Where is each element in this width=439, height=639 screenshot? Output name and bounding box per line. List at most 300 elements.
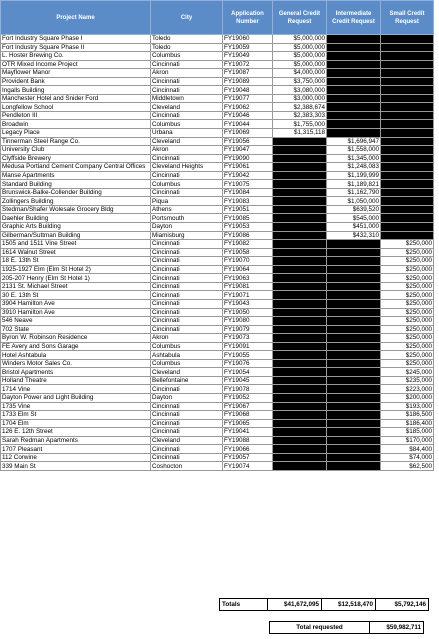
application-number-cell: FY19072 xyxy=(223,60,273,69)
general-credit-cell: $5,000,000 xyxy=(273,35,327,44)
intermediate-credit-cell xyxy=(327,240,381,249)
intermediate-credit-cell xyxy=(327,351,381,360)
small-credit-cell xyxy=(381,223,434,232)
city-cell: Cincinnati xyxy=(151,60,223,69)
intermediate-credit-cell: $1,696,947 xyxy=(327,137,381,146)
small-credit-cell xyxy=(381,103,434,112)
project-name-cell: Gilberman/Suttman Building xyxy=(1,231,151,240)
city-cell: Toledo xyxy=(151,43,223,52)
city-cell: Cincinnati xyxy=(151,291,223,300)
table-row xyxy=(1,171,434,180)
small-credit-cell: $250,000 xyxy=(381,274,434,283)
application-number-cell: FY19041 xyxy=(223,428,273,437)
city-cell: Toledo xyxy=(151,35,223,44)
table-row xyxy=(1,52,434,61)
general-credit-cell: $2,388,674 xyxy=(273,103,327,112)
intermediate-credit-cell xyxy=(327,35,381,44)
small-credit-cell: $170,000 xyxy=(381,436,434,445)
small-credit-cell: $235,000 xyxy=(381,376,434,385)
application-number-cell: FY19085 xyxy=(223,214,273,223)
application-number-cell: FY19089 xyxy=(223,77,273,86)
city-cell: Cleveland xyxy=(151,103,223,112)
intermediate-credit-cell xyxy=(327,282,381,291)
header-intermediate-credit: Intermediate Credit Request xyxy=(327,1,381,35)
small-credit-cell xyxy=(381,129,434,138)
project-name-cell: Fort Industry Square Phase II xyxy=(1,43,151,52)
table-row xyxy=(1,257,434,266)
general-credit-cell xyxy=(273,137,327,146)
intermediate-credit-cell xyxy=(327,385,381,394)
city-cell: Athens xyxy=(151,205,223,214)
city-cell: Columbus xyxy=(151,180,223,189)
application-number-cell: FY19081 xyxy=(223,282,273,291)
application-number-cell: FY19077 xyxy=(223,94,273,103)
general-credit-cell xyxy=(273,291,327,300)
project-name-cell: 2131 St. Michael Street xyxy=(1,282,151,291)
table-row xyxy=(1,146,434,155)
general-credit-cell: $3,080,000 xyxy=(273,86,327,95)
intermediate-credit-cell: $1,558,000 xyxy=(327,146,381,155)
intermediate-credit-cell xyxy=(327,334,381,343)
small-credit-cell xyxy=(381,197,434,206)
small-credit-cell xyxy=(381,171,434,180)
city-cell: Akron xyxy=(151,146,223,155)
small-credit-cell: $250,000 xyxy=(381,351,434,360)
city-cell: Portsmouth xyxy=(151,214,223,223)
table-row xyxy=(1,43,434,52)
general-credit-cell xyxy=(273,171,327,180)
table-row xyxy=(1,462,434,471)
intermediate-credit-cell xyxy=(327,103,381,112)
project-name-cell: 1925-1927 Elm (Elm St Hotel 2) xyxy=(1,265,151,274)
application-number-cell: FY19054 xyxy=(223,368,273,377)
general-credit-cell xyxy=(273,376,327,385)
intermediate-credit-cell xyxy=(327,52,381,61)
table-row xyxy=(1,94,434,103)
project-name-cell: 1704 Elm xyxy=(1,419,151,428)
general-credit-cell xyxy=(273,257,327,266)
intermediate-credit-cell xyxy=(327,77,381,86)
application-number-cell: FY19090 xyxy=(223,154,273,163)
small-credit-cell: $250,000 xyxy=(381,299,434,308)
project-name-cell: 1733 Elm St xyxy=(1,411,151,420)
city-cell: Cincinnati xyxy=(151,428,223,437)
intermediate-credit-cell: $639,520 xyxy=(327,205,381,214)
general-credit-cell xyxy=(273,154,327,163)
application-number-cell: FY19053 xyxy=(223,223,273,232)
table-row xyxy=(1,265,434,274)
city-cell: Dayton xyxy=(151,223,223,232)
project-name-cell: Pendleton III xyxy=(1,111,151,120)
project-name-cell: Manchester Hotel and Snider Ford xyxy=(1,94,151,103)
small-credit-cell: $62,500 xyxy=(381,462,434,471)
general-credit-cell xyxy=(273,428,327,437)
small-credit-cell: $250,000 xyxy=(381,282,434,291)
small-credit-cell: $193,000 xyxy=(381,402,434,411)
general-credit-cell xyxy=(273,436,327,445)
project-name-cell: Clyffside Brewery xyxy=(1,154,151,163)
small-credit-cell: $186,500 xyxy=(381,411,434,420)
city-cell: Piqua xyxy=(151,197,223,206)
general-credit-cell xyxy=(273,411,327,420)
project-name-cell: Stedman/Shafer Wolesale Grocery Bldg xyxy=(1,205,151,214)
application-number-cell: FY19050 xyxy=(223,308,273,317)
small-credit-cell xyxy=(381,69,434,78)
project-name-cell: OTR Mixed Income Project xyxy=(1,60,151,69)
totals-label: Totals xyxy=(220,599,268,611)
table-row xyxy=(1,248,434,257)
intermediate-credit-cell: $1,189,821 xyxy=(327,180,381,189)
city-cell: Urbana xyxy=(151,129,223,138)
small-credit-cell xyxy=(381,214,434,223)
general-credit-cell xyxy=(273,240,327,249)
general-credit-cell: $5,000,000 xyxy=(273,52,327,61)
general-credit-cell xyxy=(273,223,327,232)
intermediate-credit-cell xyxy=(327,453,381,462)
intermediate-credit-cell xyxy=(327,265,381,274)
general-credit-cell: $2,383,303 xyxy=(273,111,327,120)
small-credit-cell xyxy=(381,120,434,129)
small-credit-cell: $185,000 xyxy=(381,428,434,437)
table-row xyxy=(1,69,434,78)
project-name-cell: 126 E. 12th Street xyxy=(1,428,151,437)
small-credit-cell xyxy=(381,205,434,214)
table-row xyxy=(1,436,434,445)
header-project-name: Project Name xyxy=(1,1,151,35)
small-credit-cell: $250,000 xyxy=(381,308,434,317)
small-credit-cell xyxy=(381,188,434,197)
small-credit-cell xyxy=(381,35,434,44)
intermediate-credit-cell xyxy=(327,60,381,69)
application-number-cell: FY19062 xyxy=(223,103,273,112)
application-number-cell: FY19052 xyxy=(223,393,273,402)
general-credit-cell: $4,000,000 xyxy=(273,69,327,78)
intermediate-credit-cell: $1,248,083 xyxy=(327,163,381,172)
general-credit-cell xyxy=(273,265,327,274)
project-name-cell: Tinnerman Steel Range Co. xyxy=(1,137,151,146)
general-credit-cell xyxy=(273,197,327,206)
application-number-cell: FY19065 xyxy=(223,419,273,428)
city-cell: Cincinnati xyxy=(151,299,223,308)
city-cell: Cincinnati xyxy=(151,385,223,394)
intermediate-credit-cell: $1,345,000 xyxy=(327,154,381,163)
table-row xyxy=(1,282,434,291)
intermediate-credit-cell: $1,162,790 xyxy=(327,188,381,197)
project-name-cell: Legacy Place xyxy=(1,129,151,138)
project-name-cell: Byron W. Robinson Residence xyxy=(1,334,151,343)
city-cell: Bellefontaine xyxy=(151,376,223,385)
general-credit-cell xyxy=(273,299,327,308)
intermediate-credit-cell: $1,050,000 xyxy=(327,197,381,206)
intermediate-credit-cell: $1,199,999 xyxy=(327,171,381,180)
application-number-cell: FY19048 xyxy=(223,86,273,95)
general-credit-cell xyxy=(273,419,327,428)
small-credit-cell: $186,400 xyxy=(381,419,434,428)
small-credit-cell xyxy=(381,180,434,189)
table-row xyxy=(1,60,434,69)
intermediate-credit-cell xyxy=(327,257,381,266)
city-cell: Cincinnati xyxy=(151,402,223,411)
intermediate-credit-cell xyxy=(327,428,381,437)
small-credit-cell: $74,000 xyxy=(381,453,434,462)
city-cell: Dayton xyxy=(151,393,223,402)
small-credit-cell: $250,000 xyxy=(381,257,434,266)
city-cell: Cleveland xyxy=(151,436,223,445)
header-small-credit: Small Credit Request xyxy=(381,1,434,35)
table-row xyxy=(1,385,434,394)
table-row xyxy=(1,317,434,326)
application-number-cell: FY19086 xyxy=(223,231,273,240)
intermediate-credit-cell xyxy=(327,368,381,377)
city-cell: Miamisburg xyxy=(151,231,223,240)
application-number-cell: FY19049 xyxy=(223,52,273,61)
intermediate-credit-cell xyxy=(327,342,381,351)
table-row xyxy=(1,205,434,214)
small-credit-cell xyxy=(381,146,434,155)
application-number-cell: FY19070 xyxy=(223,257,273,266)
application-number-cell: FY19043 xyxy=(223,299,273,308)
application-number-cell: FY19082 xyxy=(223,240,273,249)
small-credit-cell: $250,000 xyxy=(381,291,434,300)
table-row xyxy=(1,402,434,411)
table-row xyxy=(1,129,434,138)
project-name-cell: Brunswick-Balke-Collender Building xyxy=(1,188,151,197)
general-credit-cell xyxy=(273,163,327,172)
application-number-cell: FY19056 xyxy=(223,137,273,146)
general-credit-cell xyxy=(273,188,327,197)
city-cell: Cincinnati xyxy=(151,325,223,334)
table-row xyxy=(1,188,434,197)
table-row xyxy=(1,325,434,334)
application-number-cell: FY19076 xyxy=(223,359,273,368)
table-row xyxy=(1,445,434,454)
intermediate-credit-cell xyxy=(327,436,381,445)
intermediate-credit-cell xyxy=(327,274,381,283)
small-credit-cell xyxy=(381,86,434,95)
intermediate-credit-cell xyxy=(327,419,381,428)
intermediate-credit-cell xyxy=(327,308,381,317)
totals-intermediate: $12,518,470 xyxy=(322,599,376,611)
intermediate-credit-cell xyxy=(327,359,381,368)
project-name-cell: 3910 Hamilton Ave xyxy=(1,308,151,317)
small-credit-cell: $250,000 xyxy=(381,265,434,274)
totals-general: $41,672,095 xyxy=(268,599,322,611)
header-city: City xyxy=(151,1,223,35)
header-general-credit: General Credit Request xyxy=(273,1,327,35)
table-row xyxy=(1,419,434,428)
application-number-cell: FY19047 xyxy=(223,146,273,155)
city-cell: Cincinnati xyxy=(151,411,223,420)
totals-row xyxy=(219,598,429,611)
table-row xyxy=(1,351,434,360)
project-name-cell: 205-207 Henry (Elm St Hotel 1) xyxy=(1,274,151,283)
city-cell: Cincinnati xyxy=(151,248,223,257)
general-credit-cell xyxy=(273,351,327,360)
application-number-cell: FY19079 xyxy=(223,325,273,334)
intermediate-credit-cell: $432,310 xyxy=(327,231,381,240)
application-number-cell: FY19046 xyxy=(223,111,273,120)
general-credit-cell xyxy=(273,385,327,394)
application-number-cell: FY19061 xyxy=(223,163,273,172)
city-cell: Cincinnati xyxy=(151,257,223,266)
city-cell: Akron xyxy=(151,69,223,78)
table-row xyxy=(1,376,434,385)
small-credit-cell: $250,000 xyxy=(381,240,434,249)
small-credit-cell xyxy=(381,52,434,61)
table-row xyxy=(1,342,434,351)
general-credit-cell xyxy=(273,402,327,411)
city-cell: Columbus xyxy=(151,120,223,129)
application-number-cell: FY19073 xyxy=(223,334,273,343)
general-credit-cell xyxy=(273,368,327,377)
general-credit-cell: $5,000,000 xyxy=(273,60,327,69)
general-credit-cell xyxy=(273,282,327,291)
project-name-cell: 1614 Walnut Street xyxy=(1,248,151,257)
city-cell: Coshocton xyxy=(151,462,223,471)
table-row xyxy=(1,35,434,44)
general-credit-cell: $3,000,000 xyxy=(273,94,327,103)
project-name-cell: Dayton Power and Light Building xyxy=(1,393,151,402)
application-number-cell: FY19055 xyxy=(223,351,273,360)
general-credit-cell xyxy=(273,325,327,334)
application-number-cell: FY19069 xyxy=(223,129,273,138)
table-row xyxy=(1,274,434,283)
general-credit-cell xyxy=(273,445,327,454)
project-name-cell: 1714 Vine xyxy=(1,385,151,394)
application-number-cell: FY19042 xyxy=(223,171,273,180)
table-row xyxy=(1,120,434,129)
application-number-cell: FY19074 xyxy=(223,462,273,471)
project-name-cell: Ingalls Building xyxy=(1,86,151,95)
city-cell: Cincinnati xyxy=(151,265,223,274)
application-number-cell: FY19087 xyxy=(223,69,273,78)
project-name-cell: 18 E. 13th St xyxy=(1,257,151,266)
small-credit-cell xyxy=(381,231,434,240)
city-cell: Cincinnati xyxy=(151,240,223,249)
small-credit-cell xyxy=(381,60,434,69)
general-credit-cell: $1,755,000 xyxy=(273,120,327,129)
small-credit-cell: $250,000 xyxy=(381,334,434,343)
project-name-cell: Zollingers Building xyxy=(1,197,151,206)
table-row xyxy=(1,86,434,95)
city-cell: Columbus xyxy=(151,359,223,368)
table-row xyxy=(1,231,434,240)
project-name-cell: Holland Theatre xyxy=(1,376,151,385)
small-credit-cell: $84,400 xyxy=(381,445,434,454)
intermediate-credit-cell xyxy=(327,402,381,411)
project-name-cell: 339 Main St xyxy=(1,462,151,471)
intermediate-credit-cell xyxy=(327,120,381,129)
application-number-cell: FY19045 xyxy=(223,376,273,385)
table-row xyxy=(1,299,434,308)
intermediate-credit-cell xyxy=(327,325,381,334)
project-name-cell: Manse Apartments xyxy=(1,171,151,180)
table-row xyxy=(1,154,434,163)
header-application-number: Application Number xyxy=(223,1,273,35)
small-credit-cell: $250,000 xyxy=(381,359,434,368)
table-row xyxy=(1,453,434,462)
table-row xyxy=(1,308,434,317)
city-cell: Cincinnati xyxy=(151,308,223,317)
small-credit-cell xyxy=(381,163,434,172)
project-name-cell: 1505 and 1511 Vine Street xyxy=(1,240,151,249)
small-credit-cell xyxy=(381,94,434,103)
general-credit-cell: $1,315,118 xyxy=(273,129,327,138)
application-number-cell: FY19063 xyxy=(223,274,273,283)
small-credit-cell xyxy=(381,77,434,86)
general-credit-cell xyxy=(273,146,327,155)
project-name-cell: Provident Bank xyxy=(1,77,151,86)
general-credit-cell xyxy=(273,462,327,471)
general-credit-cell xyxy=(273,334,327,343)
intermediate-credit-cell: $451,000 xyxy=(327,223,381,232)
small-credit-cell xyxy=(381,43,434,52)
small-credit-cell: $223,000 xyxy=(381,385,434,394)
application-number-cell: FY19088 xyxy=(223,436,273,445)
total-requested-value: $59,982,711 xyxy=(370,622,424,634)
general-credit-cell xyxy=(273,248,327,257)
application-number-cell: FY19057 xyxy=(223,453,273,462)
project-name-cell: 3904 Hamilton Ave xyxy=(1,299,151,308)
table-row xyxy=(1,111,434,120)
application-number-cell: FY19083 xyxy=(223,197,273,206)
application-number-cell: FY19091 xyxy=(223,342,273,351)
city-cell: Cincinnati xyxy=(151,188,223,197)
application-number-cell: FY19064 xyxy=(223,265,273,274)
intermediate-credit-cell xyxy=(327,43,381,52)
city-cell: Cincinnati xyxy=(151,419,223,428)
intermediate-credit-cell xyxy=(327,411,381,420)
table-row xyxy=(1,77,434,86)
table-row xyxy=(1,411,434,420)
intermediate-credit-cell xyxy=(327,248,381,257)
project-name-cell: Graphic Arts Building xyxy=(1,223,151,232)
project-name-cell: FE Avery and Sons Garage xyxy=(1,342,151,351)
project-name-cell: Longfellow School xyxy=(1,103,151,112)
city-cell: Cleveland xyxy=(151,137,223,146)
small-credit-cell xyxy=(381,137,434,146)
total-requested-label: Total requested xyxy=(270,622,370,634)
project-name-cell: Bristol Apartments xyxy=(1,368,151,377)
city-cell: Cincinnati xyxy=(151,453,223,462)
city-cell: Columbus xyxy=(151,342,223,351)
table-row xyxy=(1,428,434,437)
small-credit-cell: $250,000 xyxy=(381,248,434,257)
table-row xyxy=(1,197,434,206)
project-name-cell: 112 Corwine xyxy=(1,453,151,462)
city-cell: Cincinnati xyxy=(151,86,223,95)
totals-small: $5,792,146 xyxy=(376,599,429,611)
intermediate-credit-cell xyxy=(327,111,381,120)
city-cell: Cincinnati xyxy=(151,77,223,86)
general-credit-cell xyxy=(273,308,327,317)
application-number-cell: FY19051 xyxy=(223,205,273,214)
table-row xyxy=(1,334,434,343)
table-row xyxy=(1,240,434,249)
project-name-cell: University Club xyxy=(1,146,151,155)
project-name-cell: Fort Industry Square Phase I xyxy=(1,35,151,44)
intermediate-credit-cell: $545,000 xyxy=(327,214,381,223)
table-row xyxy=(1,137,434,146)
intermediate-credit-cell xyxy=(327,69,381,78)
project-name-cell: Daehler Building xyxy=(1,214,151,223)
intermediate-credit-cell xyxy=(327,94,381,103)
application-number-cell: FY19068 xyxy=(223,411,273,420)
intermediate-credit-cell xyxy=(327,291,381,300)
project-name-cell: Sarah Redman Apartments xyxy=(1,436,151,445)
small-credit-cell: $250,000 xyxy=(381,317,434,326)
general-credit-cell xyxy=(273,453,327,462)
